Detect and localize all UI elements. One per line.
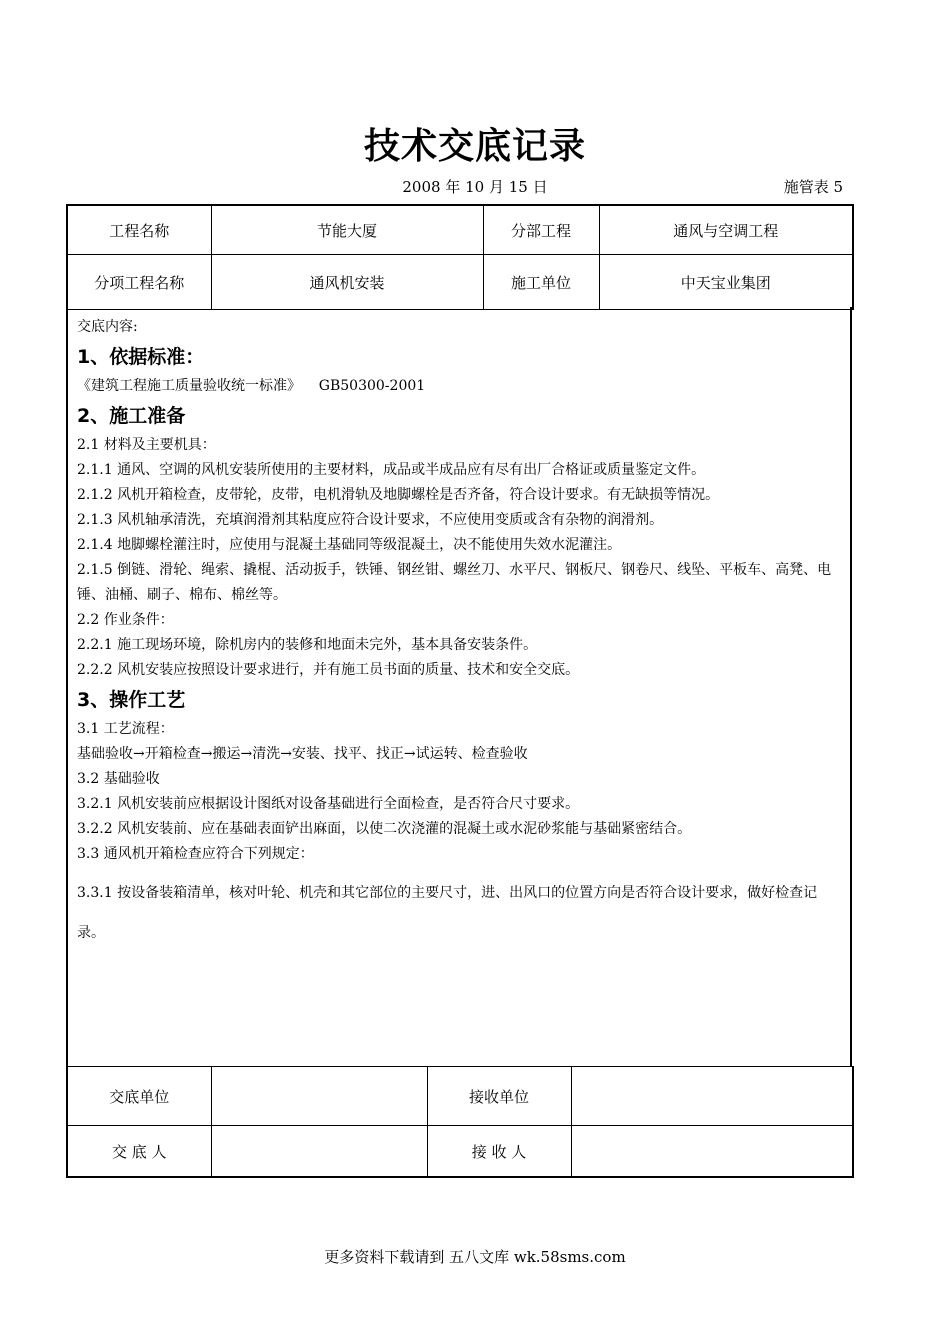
content-intro: 交底内容: xyxy=(77,319,138,335)
footer-note: 更多资料下载请到 五八文库 wk.58sms.com xyxy=(324,1248,626,1266)
receiver-label: 接 收 人 xyxy=(427,1126,571,1178)
content-line: 3.2.2 风机安装前、应在基础表面铲出麻面，以使二次浇灌的混凝土或水泥砂浆能与基础紧密结合。 xyxy=(77,821,692,837)
issuer-field[interactable] xyxy=(211,1126,427,1178)
signature-row xyxy=(67,1067,853,1126)
project-info-row xyxy=(67,255,853,310)
division-label: 分部工程 xyxy=(483,205,599,255)
section-heading-preparation: 2、施工准备 xyxy=(77,405,186,427)
content-line: 3.2 基础验收 xyxy=(77,771,160,787)
content-line: 3.2.1 风机安装前应根据设计图纸对设备基础进行全面检查，是否符合尺寸要求。 xyxy=(77,796,580,812)
page-title: 技术交底记录 xyxy=(363,126,586,167)
content-line: 3.1 工艺流程： xyxy=(77,721,174,737)
project-name-value: 节能大厦 xyxy=(211,205,483,255)
issuing-unit-field[interactable] xyxy=(211,1067,427,1126)
issuer-label: 交 底 人 xyxy=(67,1126,211,1178)
project-info-table xyxy=(66,204,854,310)
content-line: 2.1.3 风机轴承清洗，充填润滑剂其粘度应符合设计要求，不应使用变质或含有杂物的润滑剂。 xyxy=(77,512,664,528)
division-value: 通风与空调工程 xyxy=(599,205,853,255)
standard-reference: 《建筑工程施工质量验收统一标准》 GB50300-2001 xyxy=(77,378,426,394)
project-info-row xyxy=(67,205,853,255)
content-line: 2.2 作业条件： xyxy=(77,612,174,628)
content-line: 2.1.1 通风、空调的风机安装所使用的主要材料，成品或半成品应有尽有出厂合格证或质量鉴定文件。 xyxy=(77,462,706,478)
receiving-unit-field[interactable] xyxy=(571,1067,853,1126)
section-heading-standards: 1、依据标准： xyxy=(77,346,205,368)
form-number: 施管表 5 xyxy=(783,178,843,196)
content-line: 3.3 通风机开箱检查应符合下列规定： xyxy=(77,846,314,862)
content-line: 2.1.4 地脚螺栓灌注时，应使用与混凝土基础同等级混凝土，决不能使用失效水泥灌注。 xyxy=(77,537,622,553)
content-line: 2.1 材料及主要机具： xyxy=(77,437,216,453)
content-line: 2.2.1 施工现场环境，除机房内的装修和地面未完外，基本具备安装条件。 xyxy=(77,637,538,653)
record-date: 2008 年 10 月 15 日 xyxy=(402,178,548,196)
disclosure-content xyxy=(66,307,852,1067)
content-line: 2.1.5 倒链、滑轮、绳索、撬棍、活动扳手，铁锤、钢丝钳、螺丝刀、水平尺、钢板尺、钢卷尺、线坠、平板车、高凳、电锤、油桶、刷子、棉布、棉丝等。 xyxy=(77,562,832,603)
signature-row xyxy=(67,1126,853,1178)
receiver-field[interactable] xyxy=(571,1126,853,1178)
project-name-label: 工程名称 xyxy=(67,205,211,255)
content-line: 2.2.2 风机安装应按照设计要求进行，并有施工员书面的质量、技术和安全交底。 xyxy=(77,662,580,678)
subitem-name-label: 分项工程名称 xyxy=(67,255,211,310)
issuing-unit-label: 交底单位 xyxy=(67,1067,211,1126)
section-heading-process: 3、操作工艺 xyxy=(77,689,186,711)
content-line: 2.1.2 风机开箱检查，皮带轮，皮带，电机滑轨及地脚螺栓是否齐备，符合设计要求。有无缺损等情况。 xyxy=(77,487,720,503)
construction-unit-value: 中天宝业集团 xyxy=(599,255,853,310)
content-line: 3.3.1 按设备装箱清单，核对叶轮、机壳和其它部位的主要尺寸，进、出风口的位置方向是否符合设计要求，做好检查记录。 xyxy=(77,885,818,941)
signature-table xyxy=(66,1066,854,1178)
receiving-unit-label: 接收单位 xyxy=(427,1067,571,1126)
process-flow: 基础验收→开箱检查→搬运→清洗→安装、找平、找正→试运转、检查验收 xyxy=(77,746,528,762)
construction-unit-label: 施工单位 xyxy=(483,255,599,310)
subitem-name-value: 通风机安装 xyxy=(211,255,483,310)
